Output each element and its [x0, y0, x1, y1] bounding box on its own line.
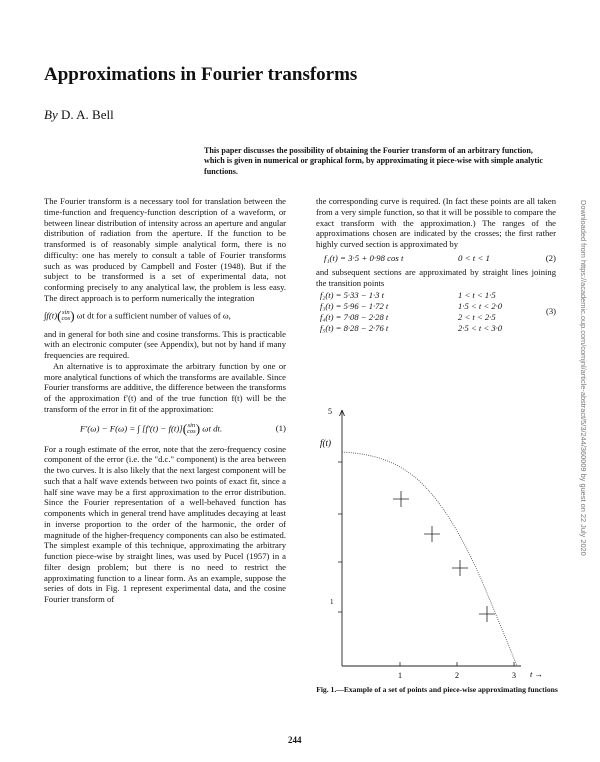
cross-marker [452, 560, 468, 576]
piece-function: f₅(t) = 8·28 − 2·76 t [320, 322, 389, 333]
paragraph: The Fourier transform is a necessary tool for translation between the time-function and frequency-function description of a waveform, or between linear distribution of intensity across an aperture and angular distribution of radiation from the aperture. If the function to be transformed is of reasonably simple analytical form, there is no difficulty: one has merely to consult a table of Fourier transforms such as was produced by Campbell and Foster (1948). But if the subject to be transformed is a set of experimental data, not conforming precisely to any analytical law, the problem is less easy. The direct approach is to perform numerically the integration [44, 196, 286, 303]
piece-range: 1 < t < 1·5 [458, 290, 496, 301]
piece-range: 2·5 < t < 3·0 [458, 322, 503, 333]
integral-text: ∫f(t) [44, 310, 58, 321]
y-axis-top-label: 5 [328, 407, 332, 416]
eq2-lhs: f₁(t) = 3·5 + 0·98 cos t [324, 252, 404, 263]
piece-range: 1·5 < t < 2·0 [458, 301, 503, 312]
left-column [44, 196, 286, 605]
equation-2 [316, 253, 556, 264]
author-name: D. A. Bell [60, 107, 114, 122]
cross-marker [424, 526, 440, 542]
figure-caption: Fig. 1.—Example of a set of points and piece-wise approximating functions [316, 685, 558, 694]
integral-expression: ∫f(t)(sin cos) ωt dt for a sufficient number of values of ω, [44, 307, 231, 323]
y-axis-label: f(t) [320, 438, 331, 448]
piece-function: f₃(t) = 5·96 − 1·72 t [320, 301, 389, 312]
paragraph: the corresponding curve is required. (In fact these points are all taken from a very simple function, so that it will be possible to compare the exact transform with the approximation.) The ranges of the approximations chosen are indicated by the crosses; the first rather highly curved section is approximated by [316, 196, 556, 249]
equation-number: (2) [545, 252, 556, 263]
piece-range: 2 < t < 2·5 [458, 311, 496, 322]
piece-row [316, 312, 556, 323]
download-watermark: Downloaded from https://academic.oup.com/comjnl/article-abstract/5/3/244/360009 by guest on 22 July 2020 [579, 200, 588, 556]
piece-function: f₂(t) = 5·33 − 1·3 t [320, 290, 384, 301]
paragraph: and subsequent sections are approximated by straight lines joining the transition points [316, 266, 556, 288]
piece-function: f₄(t) = 7·08 − 2·28 t [320, 311, 389, 322]
abstract: This paper discusses the possibility of obtaining the Fourier transform of an arbitrary function, which is given in numerical or graphical form, by approximating it piece-wise with simple analytic functions. [204, 146, 543, 176]
piece-row [316, 301, 556, 312]
eq1-cos: cos [187, 428, 196, 435]
eq1-text: F′(ω) − F(ω) = ∫ [f′(t) − f(t)] [80, 423, 183, 434]
piece-row [316, 323, 556, 334]
equation-1: F′(ω) − F(ω) = ∫ [f′(t) − f(t)](sin cos) ωt dt. (1) [80, 420, 286, 436]
y-tick-label: 1 [330, 598, 334, 606]
right-column [316, 196, 556, 333]
integral-sin: sin [62, 308, 70, 316]
eq1-sin: sin [187, 421, 196, 429]
integral-tail: ωt dt for a sufficient number of values of ω, [76, 310, 231, 321]
piecewise-table [316, 290, 556, 333]
page-number: 244 [288, 735, 302, 745]
cross-marker [479, 606, 495, 622]
author-line [44, 107, 114, 123]
x-axis-label: t → [530, 669, 543, 679]
eq2-range: 0 < t < 1 [458, 252, 490, 263]
transition-crosses [393, 491, 495, 622]
paragraph: An alternative is to approximate the arbitrary function by one or more analytical functions of which the transforms are available. Since Fourier transforms are additive, the difference between the transforms of the approximation f′(t) and of the true function f(t) will be the transform of the error in fit of the approximation: [44, 360, 286, 414]
x-tick-label: 3 [512, 671, 516, 680]
paragraph: and in general for both sine and cosine transforms. This is practicable with an electronic computer (see Appendix), but not by hand if many frequencies are required. [44, 328, 286, 360]
equation-number: (1) [275, 422, 286, 433]
equation-number: (3) [545, 306, 556, 317]
x-tick-label: 1 [398, 671, 402, 680]
x-tick-label: 2 [455, 671, 459, 680]
data-dots-curve [342, 452, 517, 666]
paragraph: For a rough estimate of the error, note that the zero-frequency cosine component of the error (i.e. the "d.c." component) is the area between the two curves. It is also likely that the next largest component will be such that a half wave extends between two points of exact fit, since a half sine wave may be a first approximation to the error distribution. Since the Fourier representation of a well-behaved function has components which in general trend have amplitudes decaying at least in inverse proportion to the order of the harmonic, the order of magnitude of the higher-frequency components can also be estimated. The simplest example of this technique, approximating the arbitrary function piece-wise by straight lines, was used by Pucel (1957) in a filter design problem; but there is no need to restrict the approximating function to a linear form. As an example, suppose the series of dots in Fig. 1 represent experimental data, and the cosine Fourier transform of [44, 443, 286, 604]
integral-cos: cos [61, 315, 71, 322]
eq1-tail: ωt dt. [202, 423, 223, 434]
cross-marker [393, 491, 409, 507]
author-by: By [44, 107, 58, 122]
piece-row [316, 290, 556, 301]
paper-title: Approximations in Fourier transforms [44, 64, 358, 85]
figure-1 [316, 404, 566, 682]
